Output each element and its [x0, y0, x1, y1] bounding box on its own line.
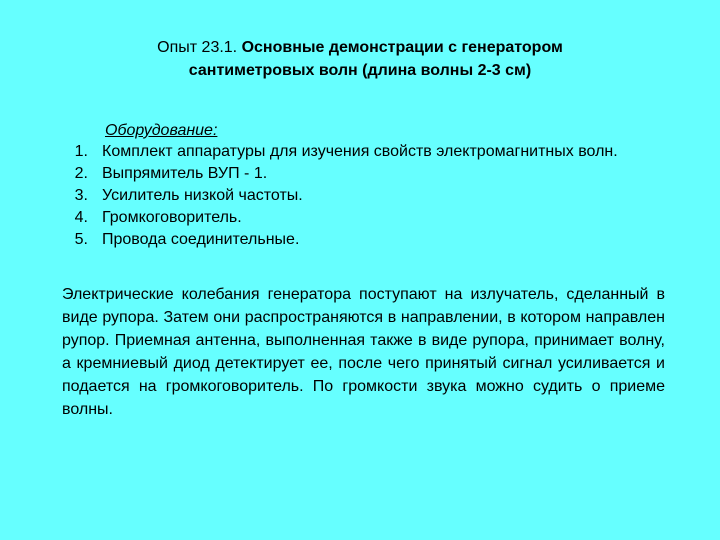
list-item: [62, 185, 702, 207]
list-item-number: 5.: [74, 231, 88, 248]
list-item-number: 2.: [74, 165, 88, 182]
list-item: [62, 207, 702, 229]
list-item-text: Провода соединительные.: [102, 231, 300, 248]
list-item-text: Комплект аппаратуры для изучения свойств электромагнитных волн.: [102, 143, 618, 160]
list-item: [62, 163, 702, 185]
list-item-number: 1.: [74, 143, 88, 160]
equipment-section: [62, 121, 702, 251]
list-item-number: 3.: [74, 187, 88, 204]
list-item-number: 4.: [74, 209, 88, 226]
list-item: [62, 229, 702, 251]
equipment-list: [62, 141, 702, 251]
list-item-text: Выпрямитель ВУП - 1.: [102, 165, 268, 182]
list-item-text: Громкоговоритель.: [102, 209, 242, 226]
title-line1: Основные демонстрации с генератором: [241, 39, 563, 56]
list-item: [62, 141, 702, 163]
title-prefix: Опыт 23.1.: [157, 39, 242, 56]
title-line2: сантиметровых волн (длина волны 2-3 см): [188, 62, 532, 79]
equipment-heading: Оборудование:: [105, 122, 218, 139]
list-item-text: Усилитель низкой частоты.: [102, 187, 303, 204]
description-paragraph: Электрические колебания генератора поступают на излучатель, сделанный в виде рупора. Затем они распространяются в направлении, в котором направлен рупор. Приемная антенна, выполненная также в виде рупора, принимает волну, а кремниевый диод детектирует ее, после чего принятый сигнал усиливается и подается на громкоговоритель. По громкости звука можно судить о приеме волны.: [62, 286, 665, 418]
slide-title: [60, 36, 660, 82]
